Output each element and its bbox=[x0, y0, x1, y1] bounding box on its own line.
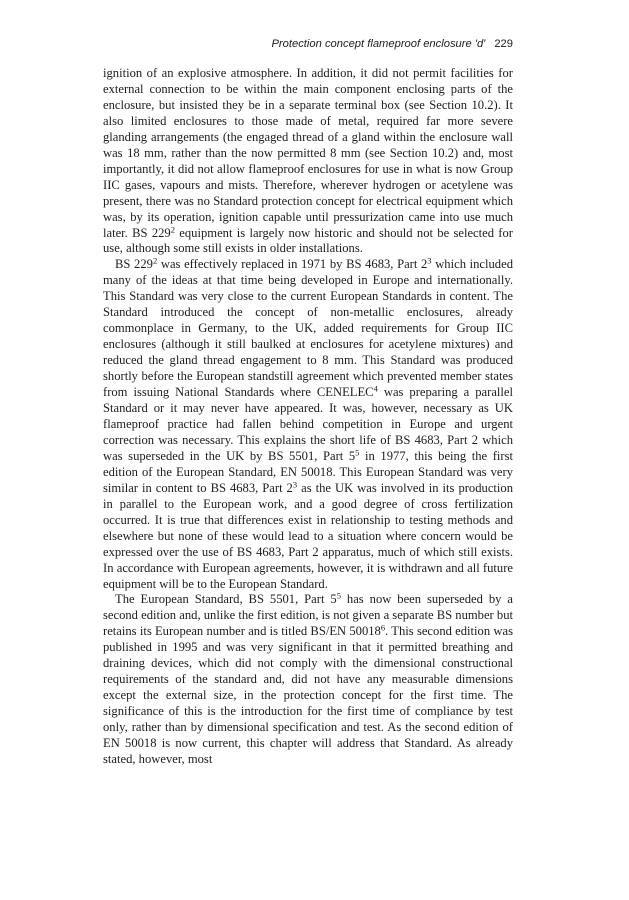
reference-superscript: 3 bbox=[427, 255, 432, 266]
text-run: was effectively replaced in 1971 by BS 4683, Part 2 bbox=[157, 257, 428, 272]
text-run: ignition of an explosive atmosphere. In addition, it did not permit facilities for external connection to be within the main component enclosing parts of the enclosure, but insisted they be in a separate terminal box (see Section 10.2). It also limited enclosures to those made of metal, required far more severe glanding arrangements (the engaged thread of a gland within the enclosure wall was 18 mm, rather than the now permitted 8 mm (see Section 10.2) and, most importantly, it did not allow flameproof enclosures for use in what is now Group IIC gases, vapours and mists. Therefore, wherever hydrogen or acetylene was present, there was no Standard protection concept for electrical equipment which was, by its operation, ignition capable until pressurization came into use much later. BS 229 bbox=[103, 66, 513, 240]
text-run: has now been superseded by a second edition and, unlike the first edition, is not given a separate BS number but retains its European number and is titled BS/EN 50018 bbox=[103, 592, 513, 639]
reference-superscript: 2 bbox=[170, 223, 175, 234]
page-number: 229 bbox=[494, 38, 513, 50]
reference-superscript: 2 bbox=[152, 255, 158, 266]
text-run: as the UK was involved in its production in parallel to the European work, and a good degree of cross fertilization occurred. It is true that differences exist in relationship to testing methods and elsewhere but none of these would lead to a situation where concern would be expressed over the use of BS 4683, Part 2 apparatus, much of which still exists. In accordance with European agreements, however, it is withdrawn and all future equipment will be to the European Standard. bbox=[103, 480, 514, 591]
reference-superscript: 5 bbox=[355, 447, 360, 458]
running-header bbox=[133, 38, 513, 50]
body-text bbox=[103, 66, 513, 768]
reference-superscript: 6 bbox=[380, 622, 386, 633]
text-run: BS 229 bbox=[115, 257, 153, 272]
text-run: The European Standard, BS 5501, Part 5 bbox=[115, 592, 337, 607]
paragraph-continued bbox=[103, 66, 513, 257]
paragraph bbox=[103, 257, 513, 592]
text-run: in 1977, this being the first edition of the European Standard, EN 50018. This European Standard was very similar in content to BS 4683, Part 2 bbox=[103, 448, 513, 495]
reference-superscript: 4 bbox=[373, 383, 378, 394]
reference-superscript: 3 bbox=[292, 479, 298, 490]
text-run: which included many of the ideas at that time being developed in Europe and internationally. This Standard was very close to the current European Standards in content. The Standard introduced the concept of non-metallic enclosures, already commonplace in Germany, to the UK, added requirements for Group IIC enclosures (although it still baulked at enclosures for acetylene mixtures) and reduced the gland thread engagement to 8 mm. This Standard was produced shortly before the European standstill agreement which prevented member states from issuing National Standards where CENELEC bbox=[103, 257, 513, 400]
paragraph bbox=[103, 592, 513, 767]
text-run: was preparing a parallel Standard or it may never have appeared. It was, however, necessary as UK flameproof practice had fallen behind competition in Europe and urgent correction was necessary. This explains the short life of BS 4683, Part 2 which was superseded in the UK by BS 5501, Part 5 bbox=[103, 385, 513, 463]
running-title: Protection concept flameproof enclosure 'd' bbox=[271, 38, 486, 50]
reference-superscript: 5 bbox=[336, 590, 341, 601]
text-run: . This second edition was published in 1995 and was very significant in that it permitted breathing and draining devices, which did not comply with the dimensional constructional requirements of the standard and, did not have any measurable dimensions except the external size, in the protection concept for the first time. The significance of this is the introduction for the first time of compliance by test only, rather than by dimensional specification and test. As the second edition of EN 50018 is now current, this chapter will address that Standard. As already stated, however, most bbox=[103, 624, 513, 766]
text-run: equipment is largely now historic and should not be selected for use, although some still exists in older installations. bbox=[103, 225, 513, 256]
